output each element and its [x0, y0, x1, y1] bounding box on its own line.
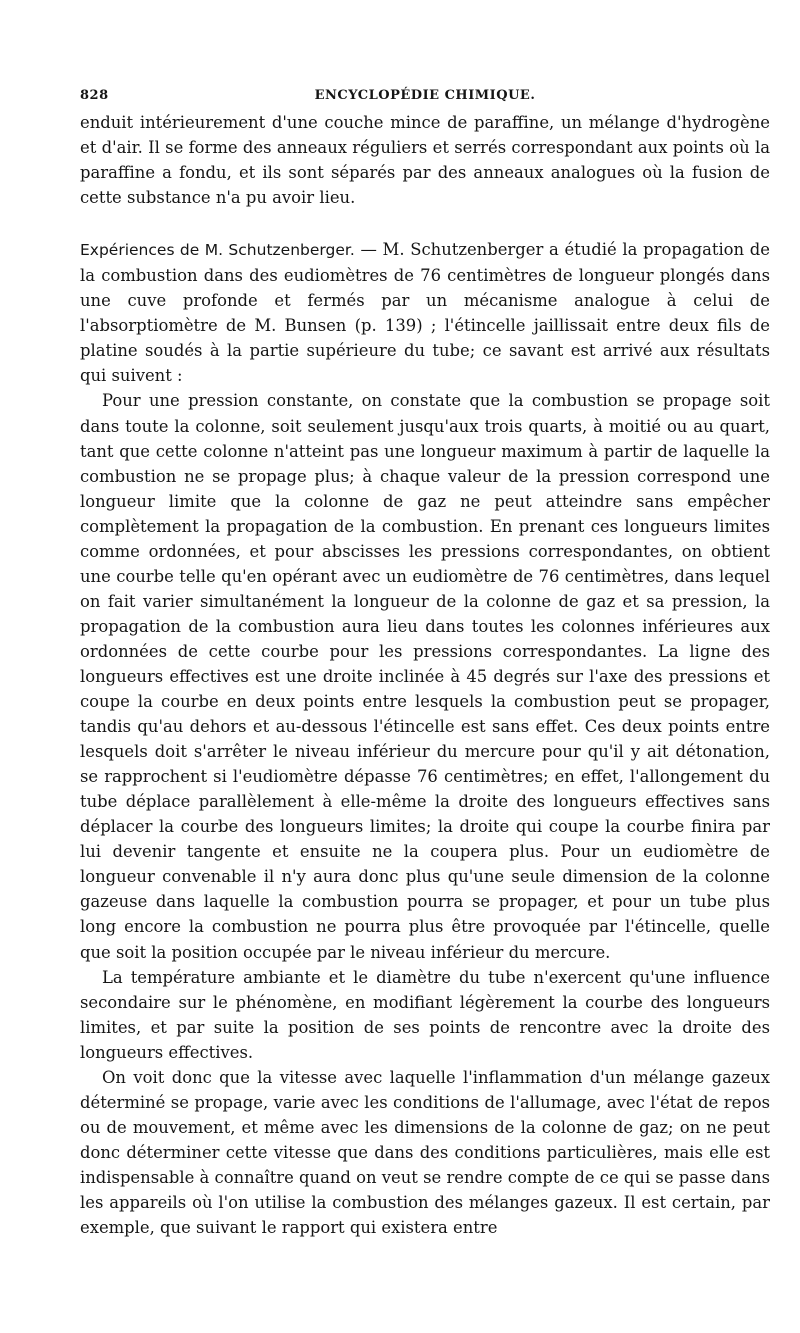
running-header	[80, 82, 770, 110]
paragraph-schutzenberger-experiments	[80, 237, 770, 388]
paragraph-temperature-diameter	[80, 965, 770, 1065]
book-page	[80, 82, 770, 1240]
paragraph-text: Pour une pression constante, on constate que la combustion se propage soit dans toute la colonne, soit seulement jusqu'aux trois quarts, à moitié ou au quart, tant que cette colonne n'atteint pas une longueur maximum à partir de laquelle la combustion ne se propage plus; à chaque valeur de la pression correspond une longueur limite que la colonne de gaz ne peut atteindre sans empêcher complètement la propagation de la combustion. En prenant ces longueurs limites comme ordonnées, et pour abscisses les pressions correspondantes, on obtient une courbe telle qu'en opérant avec un eudiomètre de 76 centimètres, dans lequel on fait varier simultanément la longueur de la colonne de gaz et sa pression, la propagation de la combustion aura lieu dans toutes les colonnes inférieures aux ordonnées de cette courbe pour les pressions correspondantes. La ligne des longueurs effectives est une droite inclinée à 45 degrés sur l'axe des pressions et coupe la courbe en deux points entre lesquels la combustion peut se propager, tandis qu'au dehors et au-dessous l'étincelle est sans effet. Ces deux points entre lesquels doit s'arrêter le niveau inférieur du mercure pour qu'il y ait détonation, se rapprochent si l'eudiomètre dépasse 76 centimètres; en effet, l'allongement du tube déplace parallèlement à elle-même la droite des longueurs effectives sans déplacer la courbe des longueurs limites; la droite qui coupe la courbe finira par lui devenir tangente et ensuite ne la coupera plus. Pour un eudiomètre de longueur convenable il n'y aura donc plus qu'une seule dimension de la colonne gazeuse dans laquelle la combustion pourra se propager, et pour un tube plus long encore la combustion ne pourra plus être provoquée par l'étincelle, quelle que soit la position occupée par le niveau inférieur du mercure.	[80, 391, 770, 962]
page-number: 828	[80, 88, 109, 103]
running-title: ENCYCLOPÉDIE CHIMIQUE.	[314, 88, 536, 103]
paragraph-constant-pressure	[80, 388, 770, 964]
paragraph-propagation-speed	[80, 1065, 770, 1240]
paragraph-text: On voit donc que la vitesse avec laquelle l'inflammation d'un mélange gazeux déterminé se propage, varie avec les conditions de l'allumage, avec l'état de repos ou de mouvement, et même avec les dimensions de la colonne de gaz; on ne peut donc déterminer cette vitesse que dans des conditions particulières, mais elle est indispensable à connaître quand on veut se rendre compte de ce qui se passe dans les appareils où l'on utilise la combustion des mélanges gazeux. Il est certain, par exemple, que suivant le rapport qui existera entre	[80, 1067, 770, 1238]
paragraph-text: La température ambiante et le diamètre du tube n'exercent qu'une influence secondaire sur le phénomène, en modifiant légèrement la courbe des longueurs limites, et par suite la position de ses points de rencontre avec la droite des longueurs effectives.	[80, 967, 770, 1062]
paragraph-text: — M. Schutzenberger a étudié la propagation de la combustion dans des eudiomètres de 76 centimètres de longueur plongés dans une cuve profonde et fermés par un mécanisme analogue à celui de l'absorptiomètre de M. Bunsen (p. 139) ; l'étincelle jaillissait entre deux fils de platine soudés à la partie supérieure du tube; ce savant est arrivé aux résultats qui suivent :	[80, 240, 770, 386]
body-text	[80, 110, 770, 1240]
paragraph-paraffin-rings	[80, 110, 770, 210]
paragraph-text: enduit intérieurement d'une couche mince de paraffine, un mélange d'hydrogène et d'air. Il se forme des anneaux réguliers et serrés correspondant aux points où la paraffine a fondu, et ils sont séparés par des anneaux analogues où la fusion de cette substance n'a pu avoir lieu.	[80, 113, 770, 208]
section-heading: Expériences de M. Schutzenberger.	[80, 241, 355, 260]
